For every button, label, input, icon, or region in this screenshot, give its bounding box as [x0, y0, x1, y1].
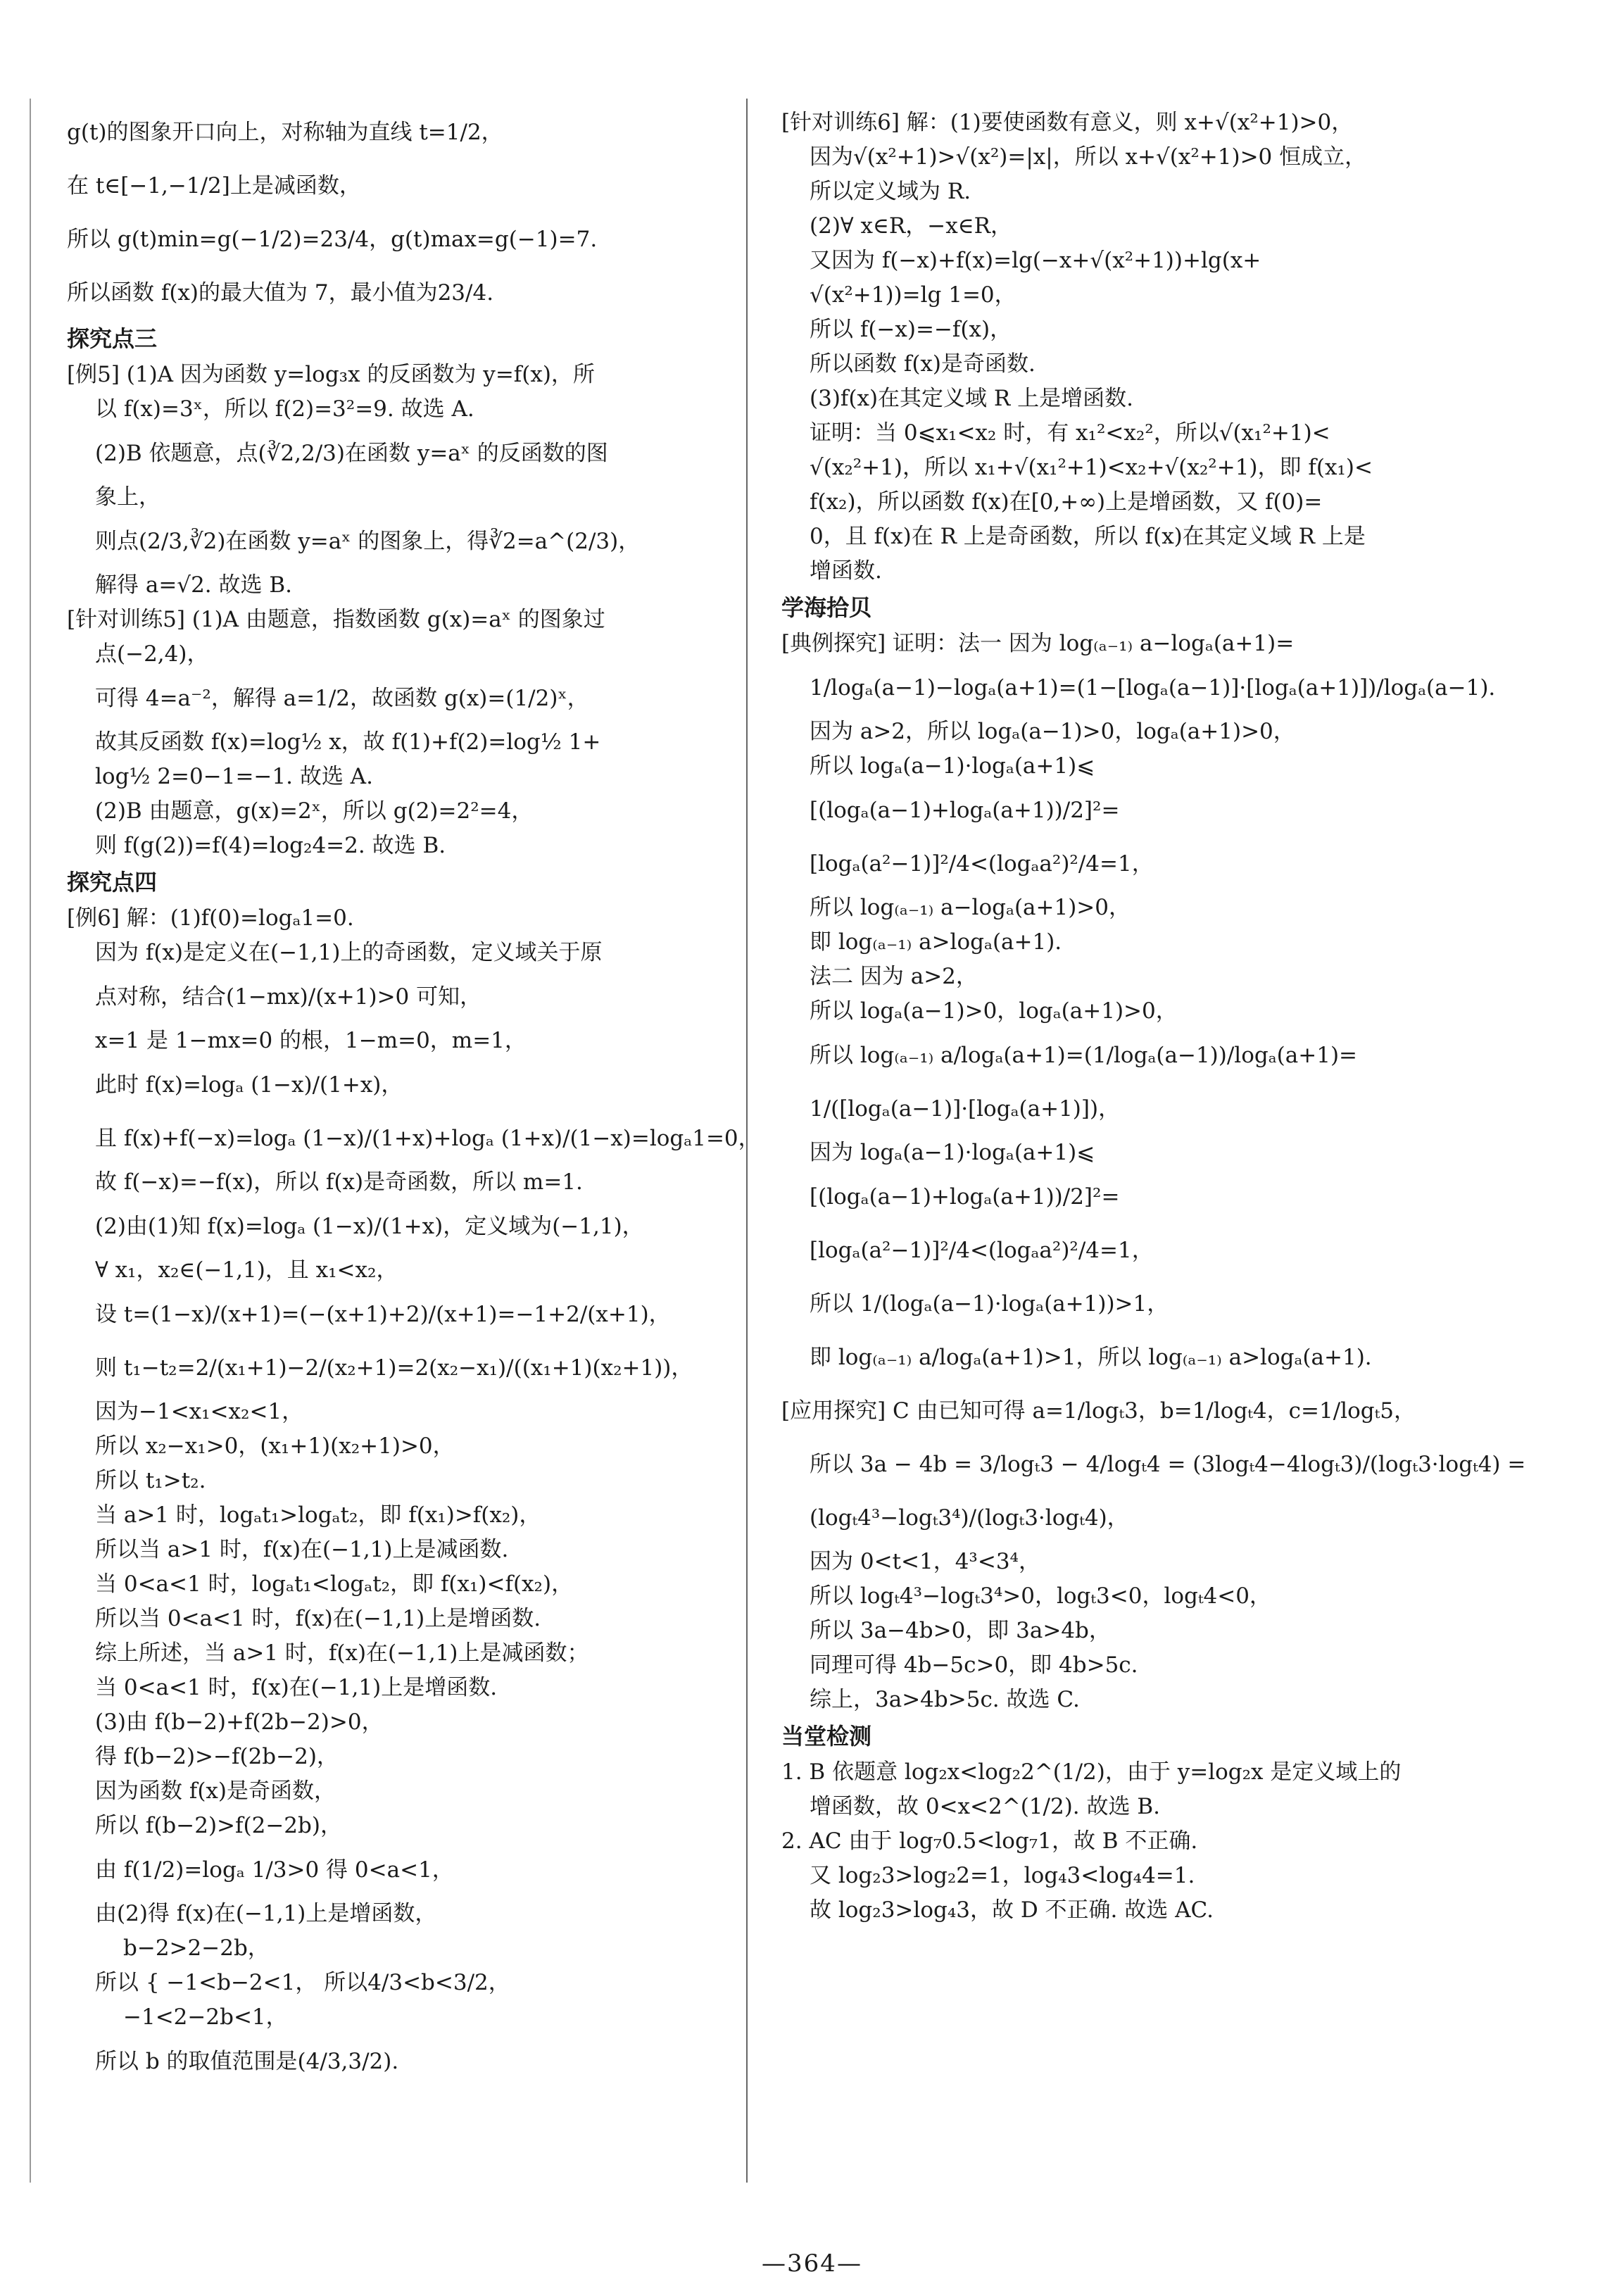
- text-line: 当 0<a<1 时，logₐt₁<logₐt₂，即 f(x₁)<f(x₂)，: [95, 1571, 574, 1597]
- text-line: 所以函数 f(x)的最大值为 7，最小值为23/4.: [67, 280, 494, 306]
- text-line: 所以 g(t)min=g(−1/2)=23/4，g(t)max=g(−1)=7.: [67, 227, 598, 252]
- section-heading: 学海拾贝: [781, 594, 872, 621]
- text-line: (3)由 f(b−2)+f(2b−2)>0，: [95, 1709, 384, 1735]
- text-line: 则 t₁−t₂=2/(x₁+1)−2/(x₂+1)=2(x₂−x₁)/((x₁+1)(x₂+1))，: [95, 1355, 693, 1381]
- text-line: 所以 x₂−x₁>0，(x₁+1)(x₂+1)>0，: [95, 1433, 455, 1459]
- text-line: [针对训练6] 解：(1)要使函数有意义，则 x+√(x²+1)>0，: [781, 110, 1354, 135]
- text-line: 法二 因为 a>2，: [810, 964, 978, 989]
- text-line: √(x₂²+1)，所以 x₁+√(x₁²+1)<x₂+√(x₂²+1)，即 f(x₁)<: [810, 455, 1373, 480]
- text-line: [例5] (1)A 因为函数 y=log₃x 的反函数为 y=f(x)，所: [67, 362, 595, 387]
- text-line: (3)f(x)在其定义域 R 上是增函数.: [810, 386, 1133, 411]
- text-line: 故 f(−x)=−f(x)，所以 f(x)是奇函数，所以 m=1.: [95, 1169, 583, 1195]
- text-line: 增函数，故 0<x<2^(1/2). 故选 B.: [810, 1794, 1160, 1819]
- text-line: 设 t=(1−x)/(x+1)=(−(x+1)+2)/(x+1)=−1+2/(x+1)，: [95, 1302, 671, 1327]
- text-line: b−2>2−2b，: [123, 1935, 270, 1961]
- text-line: 2. AC 由于 log₇0.5<log₇1，故 B 不正确.: [781, 1828, 1198, 1854]
- right-column: [781, 106, 1526, 1928]
- text-line: 同理可得 4b−5c>0，即 4b>5c.: [810, 1652, 1138, 1678]
- text-line: [应用探究] C 由已知可得 a=1/logₜ3，b=1/logₜ4，c=1/logₜ5，: [781, 1398, 1416, 1424]
- text-line: (2)B 依题意，点(∛2,2/3)在函数 y=aˣ 的反函数的图: [95, 441, 608, 466]
- text-line: [(logₐ(a−1)+logₐ(a+1))/2]²=: [810, 1184, 1120, 1210]
- text-line: 1. B 依题意 log₂x<log₂2^(1/2)，由于 y=log₂x 是定义域上的: [781, 1759, 1402, 1785]
- text-line: ∀ x₁，x₂∈(−1,1)，且 x₁<x₂，: [95, 1257, 398, 1283]
- text-line: 则点(2/3,∛2)在函数 y=aˣ 的图象上，得∛2=a^(2/3)，: [95, 529, 641, 554]
- left-margin-rule: [30, 99, 31, 2183]
- text-line: [logₐ(a²−1)]²/4<(logₐa²)²/4=1，: [810, 1238, 1154, 1263]
- text-line: 所以定义域为 R.: [810, 179, 971, 204]
- text-line: 在 t∈[−1,−1/2]上是减函数，: [67, 173, 361, 199]
- text-line: 综上所述，当 a>1 时，f(x)在(−1,1)上是减函数；: [95, 1640, 589, 1666]
- text-line: √(x²+1))=lg 1=0，: [810, 282, 1016, 308]
- text-line: 又因为 f(−x)+f(x)=lg(−x+√(x²+1))+lg(x+: [810, 248, 1261, 273]
- text-line: 由 f(1/2)=logₐ 1/3>0 得 0<a<1，: [95, 1857, 454, 1883]
- text-line: 所以当 0<a<1 时，f(x)在(−1,1)上是增函数.: [95, 1606, 541, 1631]
- text-line: 又 log₂3>log₂2=1，log₄3<log₄4=1.: [810, 1863, 1195, 1888]
- text-line: 所以 log₍ₐ₋₁₎ a−logₐ(a+1)>0，: [810, 895, 1131, 920]
- text-line: 此时 f(x)=logₐ (1−x)/(1+x)，: [95, 1072, 403, 1098]
- text-line: 点对称，结合(1−mx)/(x+1)>0 可知，: [95, 984, 482, 1010]
- text-line: 所以 f(b−2)>f(2−2b)，: [95, 1813, 342, 1838]
- text-line: 因为 logₐ(a−1)·logₐ(a+1)⩽: [810, 1140, 1095, 1165]
- column-divider: [746, 99, 748, 2183]
- text-line: 当 0<a<1 时，f(x)在(−1,1)上是增函数.: [95, 1675, 498, 1700]
- text-line: 故其反函数 f(x)=log½ x，故 f(1)+f(2)=log½ 1+: [95, 729, 601, 755]
- text-line: [例6] 解：(1)f(0)=logₐ1=0.: [67, 905, 354, 931]
- text-line: 象上，: [95, 484, 160, 510]
- text-line: 所以 log₍ₐ₋₁₎ a/logₐ(a+1)=(1/logₐ(a−1))/logₐ(a+1)=: [810, 1043, 1358, 1068]
- section-heading: 探究点四: [67, 869, 158, 896]
- text-line: 所以函数 f(x)是奇函数.: [810, 351, 1036, 377]
- section-heading: 当堂检测: [781, 1723, 872, 1750]
- text-line: 综上，3a>4b>5c. 故选 C.: [810, 1687, 1080, 1712]
- text-line: (2)由(1)知 f(x)=logₐ (1−x)/(1+x)，定义域为(−1,1)，: [95, 1214, 644, 1239]
- text-line: 因为−1<x₁<x₂<1，: [95, 1399, 304, 1424]
- left-column: [67, 106, 760, 2088]
- section-heading: 探究点三: [67, 325, 158, 352]
- text-line: x=1 是 1−mx=0 的根，1−m=0，m=1，: [95, 1028, 527, 1053]
- text-line: 故 log₂3>log₄3，故 D 不正确. 故选 AC.: [810, 1897, 1214, 1923]
- text-line: [(logₐ(a−1)+logₐ(a+1))/2]²=: [810, 798, 1120, 823]
- text-line: 以 f(x)=3ˣ，所以 f(2)=3²=9. 故选 A.: [95, 396, 474, 422]
- text-line: 因为函数 f(x)是奇函数，: [95, 1778, 336, 1804]
- text-line: 所以 t₁>t₂.: [95, 1468, 206, 1493]
- text-line: 所以 3a − 4b = 3/logₜ3 − 4/logₜ4 = (3logₜ4−4logₜ3)/(logₜ3·logₜ4) =: [810, 1452, 1526, 1477]
- text-line: 所以 f(−x)=−f(x)，: [810, 317, 1012, 342]
- text-line: 且 f(x)+f(−x)=logₐ (1−x)/(1+x)+logₐ (1+x)/(1−x)=logₐ1=0，: [95, 1126, 760, 1151]
- text-line: 所以 b 的取值范围是(4/3,3/2).: [95, 2049, 399, 2074]
- text-line: 解得 a=√2. 故选 B.: [95, 572, 292, 598]
- text-line: 因为√(x²+1)>√(x²)=|x|，所以 x+√(x²+1)>0 恒成立，: [810, 144, 1367, 170]
- text-line: [针对训练5] (1)A 由题意，指数函数 g(x)=aˣ 的图象过: [67, 607, 605, 632]
- text-line: 点(−2,4)，: [95, 641, 209, 667]
- text-line: 由(2)得 f(x)在(−1,1)上是增函数，: [95, 1901, 437, 1926]
- text-line: f(x₂)，所以函数 f(x)在[0,+∞)上是增函数，又 f(0)=: [810, 489, 1323, 515]
- text-line: log½ 2=0−1=−1. 故选 A.: [95, 764, 373, 789]
- text-line: 则 f(g(2))=f(4)=log₂4=2. 故选 B.: [95, 833, 446, 858]
- text-line: 证明：当 0⩽x₁<x₂ 时，有 x₁²<x₂²，所以√(x₁²+1)<: [810, 420, 1330, 446]
- text-line: [典例探究] 证明：法一 因为 log₍ₐ₋₁₎ a−logₐ(a+1)=: [781, 631, 1295, 656]
- text-line: (2)B 由题意，g(x)=2ˣ，所以 g(2)=2²=4，: [95, 798, 534, 824]
- text-line: 得 f(b−2)>−f(2b−2)，: [95, 1744, 339, 1769]
- text-line: 所以 1/(logₐ(a−1)·logₐ(a+1))>1，: [810, 1291, 1169, 1317]
- text-line: 所以 logₐ(a−1)>0，logₐ(a+1)>0，: [810, 998, 1178, 1024]
- text-line: 1/logₐ(a−1)−logₐ(a+1)=(1−[logₐ(a−1)]·[logₐ(a+1)])/logₐ(a−1).: [810, 675, 1496, 701]
- text-line: 因为 a>2，所以 logₐ(a−1)>0，logₐ(a+1)>0，: [810, 719, 1295, 744]
- text-line: 0，且 f(x)在 R 上是奇函数，所以 f(x)在其定义域 R 上是: [810, 524, 1366, 549]
- page-number: —364—: [762, 2249, 862, 2278]
- text-line: 因为 f(x)是定义在(−1,1)上的奇函数，定义域关于原: [95, 940, 603, 965]
- text-line: 所以 logₜ4³−logₜ3⁴>0，logₜ3<0，logₜ4<0，: [810, 1583, 1271, 1609]
- text-line: 即 log₍ₐ₋₁₎ a/logₐ(a+1)>1，所以 log₍ₐ₋₁₎ a>logₐ(a+1).: [810, 1345, 1372, 1370]
- text-line: 因为 0<t<1，4³<3⁴，: [810, 1549, 1040, 1574]
- text-line: 可得 4=a⁻²，解得 a=1/2，故函数 g(x)=(1/2)ˣ，: [95, 686, 589, 711]
- text-line: 1/([logₐ(a−1)]·[logₐ(a+1)])，: [810, 1096, 1121, 1122]
- text-line: (logₜ4³−logₜ3⁴)/(logₜ3·logₜ4)，: [810, 1505, 1129, 1531]
- text-line: 所以 { −1<b−2<1， 所以4/3<b<3/2，: [95, 1970, 510, 1995]
- text-line: 即 log₍ₐ₋₁₎ a>logₐ(a+1).: [810, 929, 1062, 955]
- text-line: 当 a>1 时，logₐt₁>logₐt₂，即 f(x₁)>f(x₂)，: [95, 1502, 541, 1528]
- text-line: [logₐ(a²−1)]²/4<(logₐa²)²/4=1，: [810, 851, 1154, 877]
- text-line: 所以 3a−4b>0，即 3a>4b，: [810, 1618, 1111, 1643]
- text-line: (2)∀ x∈R，−x∈R，: [810, 213, 1012, 239]
- text-line: 所以 logₐ(a−1)·logₐ(a+1)⩽: [810, 753, 1095, 779]
- text-line: g(t)的图象开口向上，对称轴为直线 t=1/2，: [67, 120, 503, 145]
- text-line: 所以当 a>1 时，f(x)在(−1,1)上是减函数.: [95, 1537, 509, 1562]
- text-line: 增函数.: [810, 558, 882, 584]
- text-line: −1<2−2b<1，: [123, 2004, 288, 2030]
